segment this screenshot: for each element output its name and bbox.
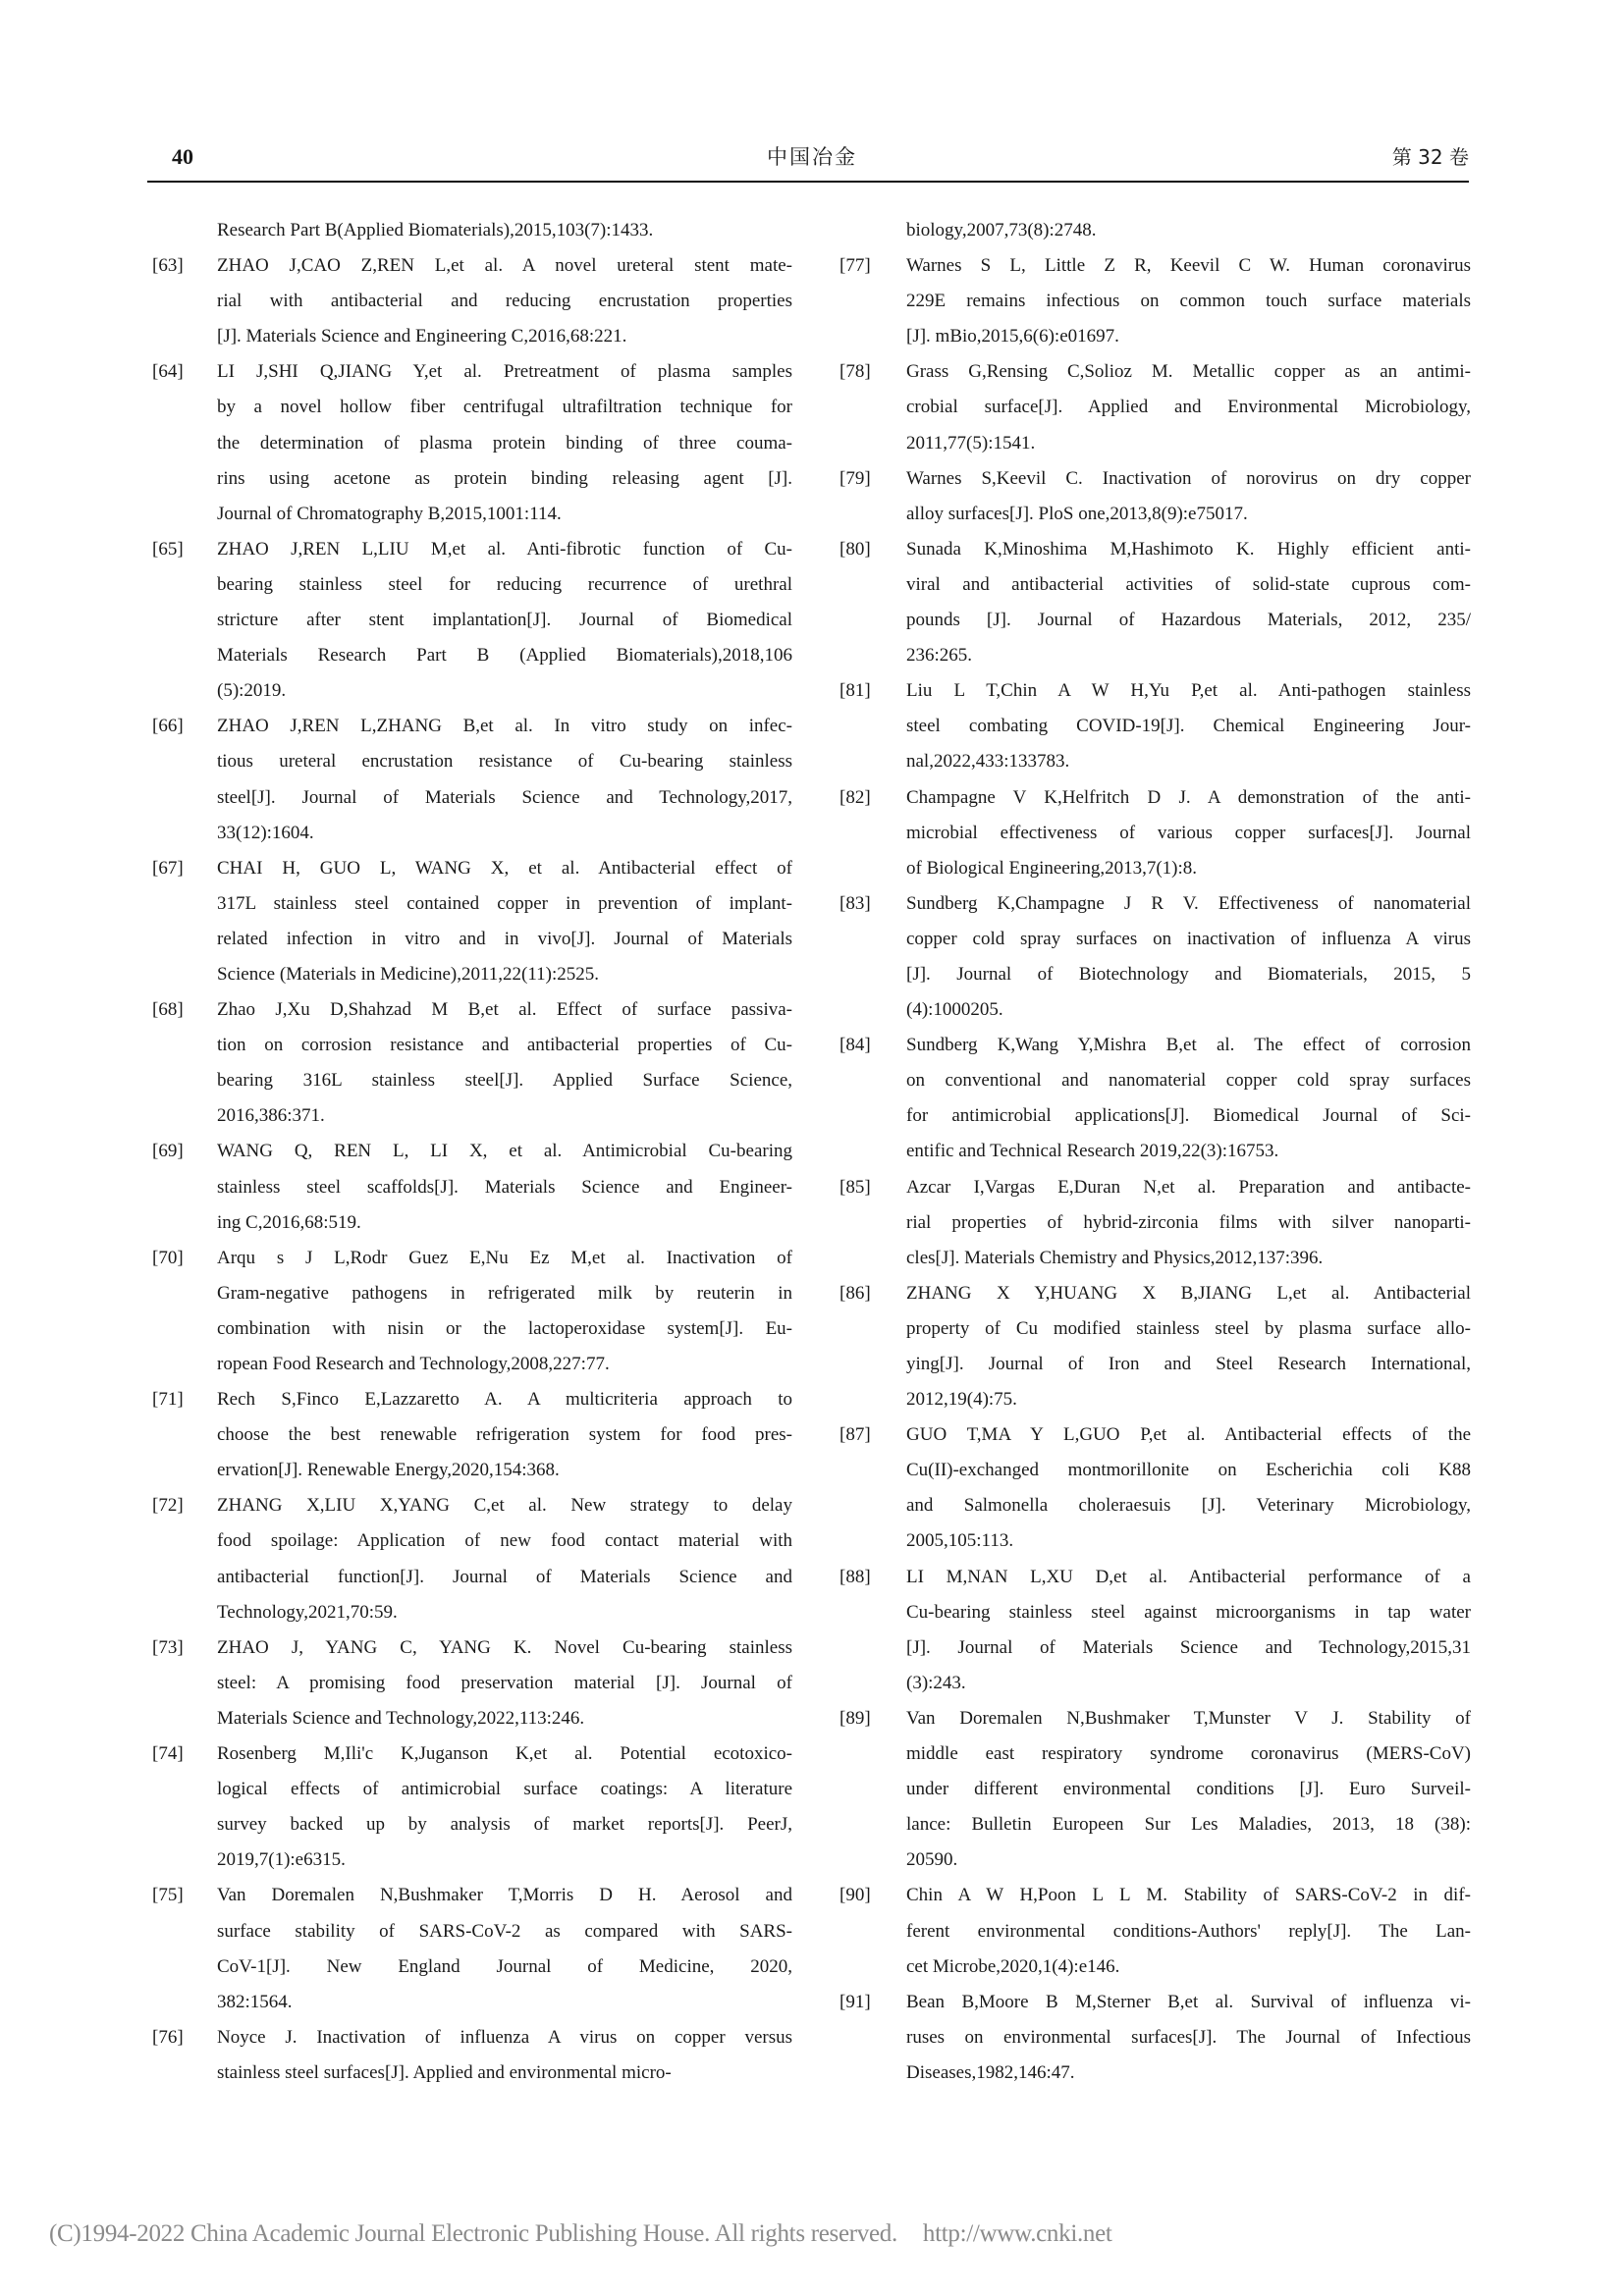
reference-line: 2016,386:371.: [217, 1105, 325, 1127]
reference-line: ing C,2016,68:519.: [217, 1211, 361, 1233]
reference-line: Sundberg K,Champagne J R V. Effectiveness of nanomaterial: [906, 892, 1471, 914]
reference-line: logical effects of antimicrobial surface coatings: A literature: [217, 1779, 792, 1800]
reference-number: [86]: [839, 1282, 871, 1304]
reference-line: Warnes S,Keevil C. Inactivation of norovirus on dry copper: [906, 467, 1471, 489]
reference-number: [88]: [839, 1566, 871, 1587]
reference-continuation: [835, 213, 1471, 248]
reference-line: rial with antibacterial and reducing encrustation properties: [217, 291, 792, 312]
reference-line: [J]. Journal of Biotechnology and Biomaterials, 2015, 5: [906, 963, 1471, 985]
reference-entry: [835, 532, 1471, 673]
reference-entry: [835, 1560, 1471, 1701]
reference-line: tion on corrosion resistance and antibacterial properties of Cu-: [217, 1035, 792, 1056]
reference-line: Chin A W H,Poon L L M. Stability of SARS-CoV-2 in dif-: [906, 1885, 1471, 1906]
reference-number: [69]: [152, 1141, 184, 1162]
reference-entry: [147, 851, 792, 992]
reference-number: [85]: [839, 1176, 871, 1198]
reference-line: ZHAO J,REN L,ZHANG B,et al. In vitro study on infec-: [217, 716, 792, 737]
reference-number: [81]: [839, 680, 871, 702]
reference-number: [87]: [839, 1424, 871, 1446]
reference-line: and Salmonella choleraesuis [J]. Veterinary Microbiology,: [906, 1495, 1471, 1517]
reference-line: pounds [J]. Journal of Hazardous Materials, 2012, 235/: [906, 610, 1471, 631]
reference-line: Liu L T,Chin A W H,Yu P,et al. Anti-pathogen stainless: [906, 680, 1471, 702]
reference-line: surface stability of SARS-CoV-2 as compared with SARS-: [217, 1920, 792, 1942]
reference-line: viral and antibacterial activities of solid-state cuprous com-: [906, 573, 1471, 595]
reference-line: Arqu s J L,Rodr Guez E,Nu Ez M,et al. Inactivation of: [217, 1247, 792, 1268]
reference-line: ying[J]. Journal of Iron and Steel Research International,: [906, 1354, 1471, 1374]
reference-line: Champagne V K,Helfritch D J. A demonstration of the anti-: [906, 786, 1471, 808]
reference-entry: [147, 992, 792, 1134]
reference-line: for antimicrobial applications[J]. Biomedical Journal of Sci-: [906, 1105, 1471, 1127]
reference-entry: [147, 1736, 792, 1878]
reference-number: [68]: [152, 999, 184, 1021]
reference-entry: [147, 1134, 792, 1240]
reference-line: Azcar I,Vargas E,Duran N,et al. Preparation and antibacte-: [906, 1176, 1471, 1198]
reference-line: under different environmental conditions [J]. Euro Surveil-: [906, 1779, 1471, 1800]
reference-number: [70]: [152, 1247, 184, 1268]
reference-entry: [147, 1878, 792, 2019]
reference-entry: [147, 532, 792, 709]
reference-line: CoV-1[J]. New England Journal of Medicine, 2020,: [217, 1955, 792, 1977]
reference-line: combination with nisin or the lactoperoxidase system[J]. Eu-: [217, 1317, 792, 1339]
reference-line: LI M,NAN L,XU D,et al. Antibacterial performance of a: [906, 1566, 1471, 1587]
references-left-column: [147, 213, 792, 2091]
reference-line: property of Cu modified stainless steel by plasma surface allo-: [906, 1317, 1471, 1339]
reference-line: steel combating COVID-19[J]. Chemical Engineering Jour-: [906, 716, 1471, 737]
reference-entry: [835, 780, 1471, 886]
reference-line: bearing 316L stainless steel[J]. Applied Surface Science,: [217, 1070, 792, 1092]
reference-entry: [835, 673, 1471, 779]
reference-number: [84]: [839, 1035, 871, 1056]
reference-entry: [835, 886, 1471, 1028]
reference-line: ZHANG X,LIU X,YANG C,et al. New strategy to delay: [217, 1495, 792, 1517]
reference-line: Rosenberg M,Ili'c K,Juganson K,et al. Potential ecotoxico-: [217, 1743, 792, 1765]
reference-number: [77]: [839, 255, 871, 277]
reference-line: Van Doremalen N,Bushmaker T,Morris D H. Aerosol and: [217, 1885, 792, 1906]
references-right-column: [835, 213, 1471, 2091]
reference-line: microbial effectiveness of various copper surfaces[J]. Journal: [906, 822, 1471, 843]
reference-line: [J]. mBio,2015,6(6):e01697.: [906, 326, 1119, 347]
copyright-footer: [49, 2220, 1112, 2248]
reference-line: ervation[J]. Renewable Energy,2020,154:368.: [217, 1460, 560, 1481]
reference-line: Noyce J. Inactivation of influenza A virus on copper versus: [217, 2026, 792, 2048]
reference-entry: [147, 1630, 792, 1736]
reference-line: ZHAO J,CAO Z,REN L,et al. A novel ureteral stent mate-: [217, 255, 792, 277]
reference-line: on conventional and nanomaterial copper cold spray surfaces: [906, 1070, 1471, 1092]
reference-line: the determination of plasma protein binding of three couma-: [217, 432, 792, 454]
reference-line: 236:265.: [906, 645, 973, 667]
reference-line: Materials Research Part B (Applied Biomaterials),2018,106: [217, 645, 792, 667]
reference-entry: [147, 354, 792, 531]
reference-line: alloy surfaces[J]. PloS one,2013,8(9):e75017.: [906, 503, 1248, 524]
reference-line: 2011,77(5):1541.: [906, 432, 1036, 454]
reference-line: GUO T,MA Y L,GUO P,et al. Antibacterial effects of the: [906, 1424, 1471, 1446]
reference-line: Rech S,Finco E,Lazzaretto A. A multicriteria approach to: [217, 1389, 792, 1411]
reference-number: [63]: [152, 255, 184, 277]
reference-entry: [835, 1878, 1471, 1984]
reference-entry: [835, 461, 1471, 532]
reference-line: Cu(II)-exchanged montmorillonite on Escherichia coli K88: [906, 1460, 1471, 1481]
reference-line: 382:1564.: [217, 1991, 293, 2012]
reference-line: [J]. Journal of Materials Science and Technology,2015,31: [906, 1636, 1471, 1658]
reference-entry: [835, 248, 1471, 354]
reference-line: Gram-negative pathogens in refrigerated milk by reuterin in: [217, 1282, 792, 1304]
reference-entry: [835, 1417, 1471, 1559]
reference-number: [74]: [152, 1743, 184, 1765]
reference-line: Bean B,Moore B M,Sterner B,et al. Survival of influenza vi-: [906, 1991, 1471, 2012]
reference-entry: [835, 1028, 1471, 1169]
reference-line: copper cold spray surfaces on inactivation of influenza A virus: [906, 928, 1471, 949]
reference-entry: [147, 709, 792, 850]
reference-line: stainless steel surfaces[J]. Applied and environmental micro-: [217, 2061, 672, 2083]
reference-line: 33(12):1604.: [217, 822, 314, 843]
copyright-text: (C)1994-2022 China Academic Journal Electronic Publishing House. All rights reserved.: [49, 2220, 897, 2247]
reference-entry: [147, 248, 792, 354]
reference-line: Warnes S L, Little Z R, Keevil C W. Human coronavirus: [906, 255, 1471, 277]
reference-line: Materials Science and Technology,2022,113:246.: [217, 1707, 585, 1729]
reference-line: (3):243.: [906, 1672, 966, 1693]
reference-line: cet Microbe,2020,1(4):e146.: [906, 1955, 1120, 1977]
reference-line: Diseases,1982,146:47.: [906, 2061, 1075, 2083]
reference-number: [64]: [152, 361, 184, 383]
reference-number: [65]: [152, 538, 184, 560]
reference-line: stainless steel scaffolds[J]. Materials Science and Engineer-: [217, 1176, 792, 1198]
reference-number: [66]: [152, 716, 184, 737]
page-number: 40: [172, 144, 193, 169]
reference-line: tious ureteral encrustation resistance of Cu-bearing stainless: [217, 751, 792, 773]
reference-line: bearing stainless steel for reducing recurrence of urethral: [217, 573, 792, 595]
reference-entry: [835, 354, 1471, 460]
reference-line: (5):2019.: [217, 680, 287, 702]
reference-number: [89]: [839, 1707, 871, 1729]
reference-line: ZHAO J,REN L,LIU M,et al. Anti-fibrotic function of Cu-: [217, 538, 792, 560]
reference-number: [75]: [152, 1885, 184, 1906]
reference-entry: [835, 1276, 1471, 1417]
journal-title: 中国冶金: [767, 145, 857, 169]
reference-number: [72]: [152, 1495, 184, 1517]
reference-number: [83]: [839, 892, 871, 914]
reference-continuation: [147, 213, 792, 248]
reference-line: (4):1000205.: [906, 999, 1003, 1021]
reference-number: [71]: [152, 1389, 184, 1411]
reference-line: Sundberg K,Wang Y,Mishra B,et al. The effect of corrosion: [906, 1035, 1471, 1056]
reference-line: Technology,2021,70:59.: [217, 1601, 398, 1623]
reference-line: LI J,SHI Q,JIANG Y,et al. Pretreatment of plasma samples: [217, 361, 792, 383]
reference-line: steel: A promising food preservation material [J]. Journal of: [217, 1672, 792, 1693]
reference-line: Research Part B(Applied Biomaterials),2015,103(7):1433.: [217, 220, 654, 240]
reference-entry: [147, 1241, 792, 1382]
reference-line: of Biological Engineering,2013,7(1):8.: [906, 857, 1198, 879]
cnki-link[interactable]: http://www.cnki.net: [922, 2220, 1112, 2247]
reference-line: entific and Technical Research 2019,22(3):16753.: [906, 1141, 1279, 1162]
reference-line: ZHAO J, YANG C, YANG K. Novel Cu-bearing stainless: [217, 1636, 792, 1658]
reference-line: biology,2007,73(8):2748.: [906, 220, 1097, 240]
reference-line: ferent environmental conditions-Authors' reply[J]. The Lan-: [906, 1920, 1471, 1942]
reference-line: ruses on environmental surfaces[J]. The Journal of Infectious: [906, 2026, 1471, 2048]
reference-line: antibacterial function[J]. Journal of Materials Science and: [217, 1566, 792, 1587]
reference-line: 2012,19(4):75.: [906, 1389, 1017, 1411]
reference-entry: [835, 1170, 1471, 1276]
reference-line: rial properties of hybrid-zirconia films with silver nanoparti-: [906, 1211, 1471, 1233]
reference-line: lance: Bulletin Europeen Sur Les Maladies, 2013, 18 (38):: [906, 1814, 1471, 1836]
reference-entry: [835, 1985, 1471, 2091]
reference-entry: [147, 1488, 792, 1629]
reference-line: Sunada K,Minoshima M,Hashimoto K. Highly efficient anti-: [906, 538, 1471, 560]
reference-line: by a novel hollow fiber centrifugal ultrafiltration technique for: [217, 397, 792, 418]
reference-line: WANG Q, REN L, LI X, et al. Antimicrobial Cu-bearing: [217, 1141, 792, 1162]
reference-number: [73]: [152, 1636, 184, 1658]
header-rule: [147, 181, 1469, 183]
reference-number: [78]: [839, 361, 871, 383]
reference-number: [91]: [839, 1991, 871, 2012]
reference-line: choose the best renewable refrigeration system for food pres-: [217, 1424, 792, 1446]
reference-line: CHAI H, GUO L, WANG X, et al. Antibacterial effect of: [217, 857, 792, 879]
reference-number: [82]: [839, 786, 871, 808]
reference-line: related infection in vitro and in vivo[J]. Journal of Materials: [217, 928, 792, 949]
reference-line: Zhao J,Xu D,Shahzad M B,et al. Effect of surface passiva-: [217, 999, 792, 1021]
reference-line: steel[J]. Journal of Materials Science and Technology,2017,: [217, 786, 792, 808]
reference-number: [67]: [152, 857, 184, 879]
reference-entry: [835, 1701, 1471, 1878]
reference-entry: [147, 2020, 792, 2091]
reference-line: 2019,7(1):e6315.: [217, 1849, 346, 1871]
reference-line: 20590.: [906, 1849, 958, 1871]
reference-line: 2005,105:113.: [906, 1530, 1014, 1552]
reference-line: rins using acetone as protein binding releasing agent [J].: [217, 467, 792, 489]
reference-number: [79]: [839, 467, 871, 489]
reference-line: Journal of Chromatography B,2015,1001:114.: [217, 503, 562, 524]
reference-line: stricture after stent implantation[J]. Journal of Biomedical: [217, 610, 792, 631]
reference-number: [76]: [152, 2026, 184, 2048]
reference-line: Cu-bearing stainless steel against microorganisms in tap water: [906, 1601, 1471, 1623]
reference-line: 229E remains infectious on common touch surface materials: [906, 291, 1471, 312]
reference-line: crobial surface[J]. Applied and Environmental Microbiology,: [906, 397, 1471, 418]
reference-number: [80]: [839, 538, 871, 560]
reference-line: Science (Materials in Medicine),2011,22(11):2525.: [217, 963, 600, 985]
reference-line: survey backed up by analysis of market reports[J]. PeerJ,: [217, 1814, 792, 1836]
reference-line: cles[J]. Materials Chemistry and Physics,2012,137:396.: [906, 1247, 1324, 1268]
reference-line: ZHANG X Y,HUANG X B,JIANG L,et al. Antibacterial: [906, 1282, 1471, 1304]
reference-number: [90]: [839, 1885, 871, 1906]
reference-entry: [147, 1382, 792, 1488]
reference-line: Grass G,Rensing C,Solioz M. Metallic copper as an antimi-: [906, 361, 1471, 383]
volume-label: 第 32 卷: [1391, 145, 1469, 169]
reference-line: 317L stainless steel contained copper in prevention of implant-: [217, 892, 792, 914]
reference-line: [J]. Materials Science and Engineering C,2016,68:221.: [217, 326, 627, 347]
reference-line: middle east respiratory syndrome coronavirus (MERS-CoV): [906, 1743, 1471, 1765]
reference-line: food spoilage: Application of new food contact material with: [217, 1530, 792, 1552]
reference-line: Van Doremalen N,Bushmaker T,Munster V J. Stability of: [906, 1707, 1471, 1729]
reference-line: ropean Food Research and Technology,2008,227:77.: [217, 1354, 610, 1374]
reference-line: nal,2022,433:133783.: [906, 751, 1070, 773]
